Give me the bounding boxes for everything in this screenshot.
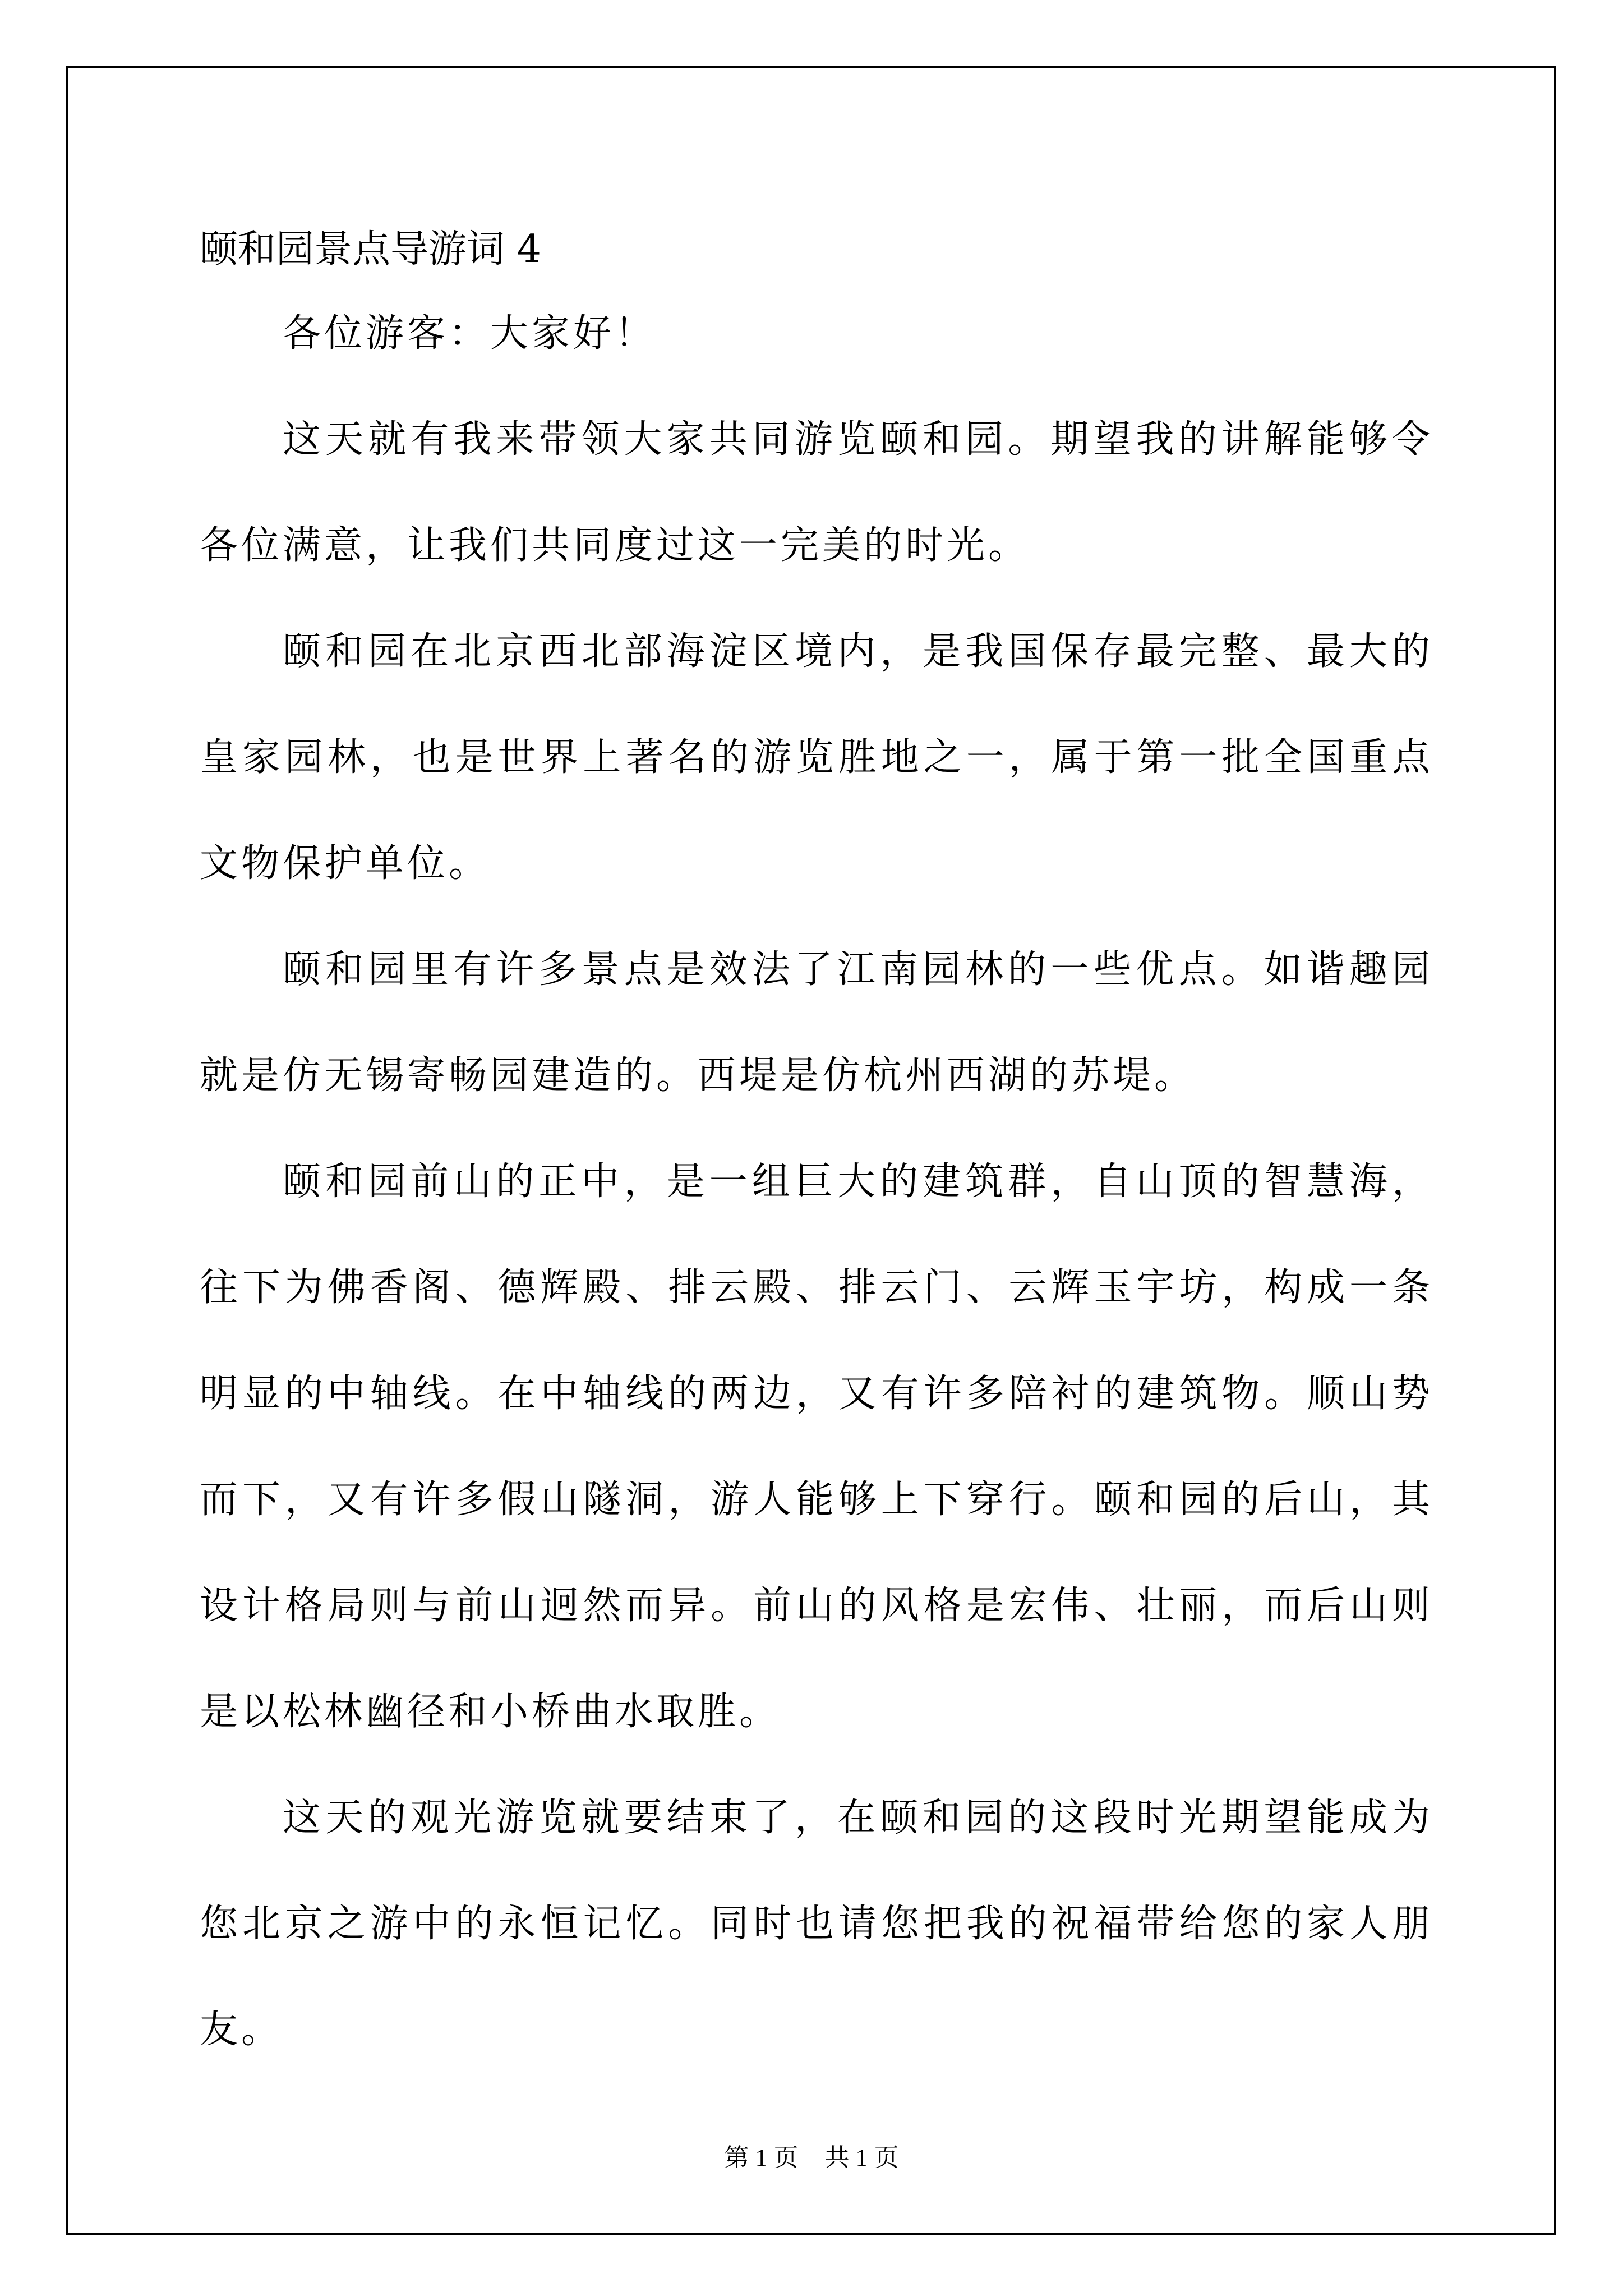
document-body bbox=[200, 280, 1433, 2083]
page-footer bbox=[0, 2137, 1623, 2173]
paragraph-closing: 这天的观光游览就要结束了，在颐和园的这段时光期望能成为您北京之游中的永恒记忆。同时也请您把我的祝福带给您的家人朋友。 bbox=[200, 1796, 1433, 2052]
paragraph-front-hill: 颐和园前山的正中，是一组巨大的建筑群，自山顶的智慧海，往下为佛香阁、德辉殿、排云殿、排云门、云辉玉宇坊，构成一条明显的中轴线。在中轴线的两边，又有许多陪衬的建筑物。顺山势而下，又有许多假山隧洞，游人能够上下穿行。颐和园的后山，其设计格局则与前山迥然而异。前山的风格是宏伟、壮丽，而后山则是以松林幽径和小桥曲水取胜。 bbox=[200, 1159, 1433, 1734]
paragraph-intro: 这天就有我来带领大家共同游览颐和园。期望我的讲解能够令各位满意，让我们共同度过这一完美的时光。 bbox=[200, 417, 1433, 568]
page-total: 共 1 页 bbox=[824, 2144, 899, 2171]
paragraph-location: 颐和园在北京西北部海淀区境内，是我国保存最完整、最大的皇家园林，也是世界上著名的游览胜地之一，属于第一批全国重点文物保护单位。 bbox=[200, 629, 1433, 886]
page-number: 第 1 页 bbox=[724, 2144, 799, 2171]
paragraph-greeting: 各位游客：大家好！ bbox=[283, 311, 657, 356]
paragraph-jiangnan: 颐和园里有许多景点是效法了江南园林的一些优点。如谐趣园就是仿无锡寄畅园建造的。西堤是仿杭州西湖的苏堤。 bbox=[200, 947, 1433, 1098]
document-title: 颐和园景点导游词 4 bbox=[200, 227, 541, 272]
